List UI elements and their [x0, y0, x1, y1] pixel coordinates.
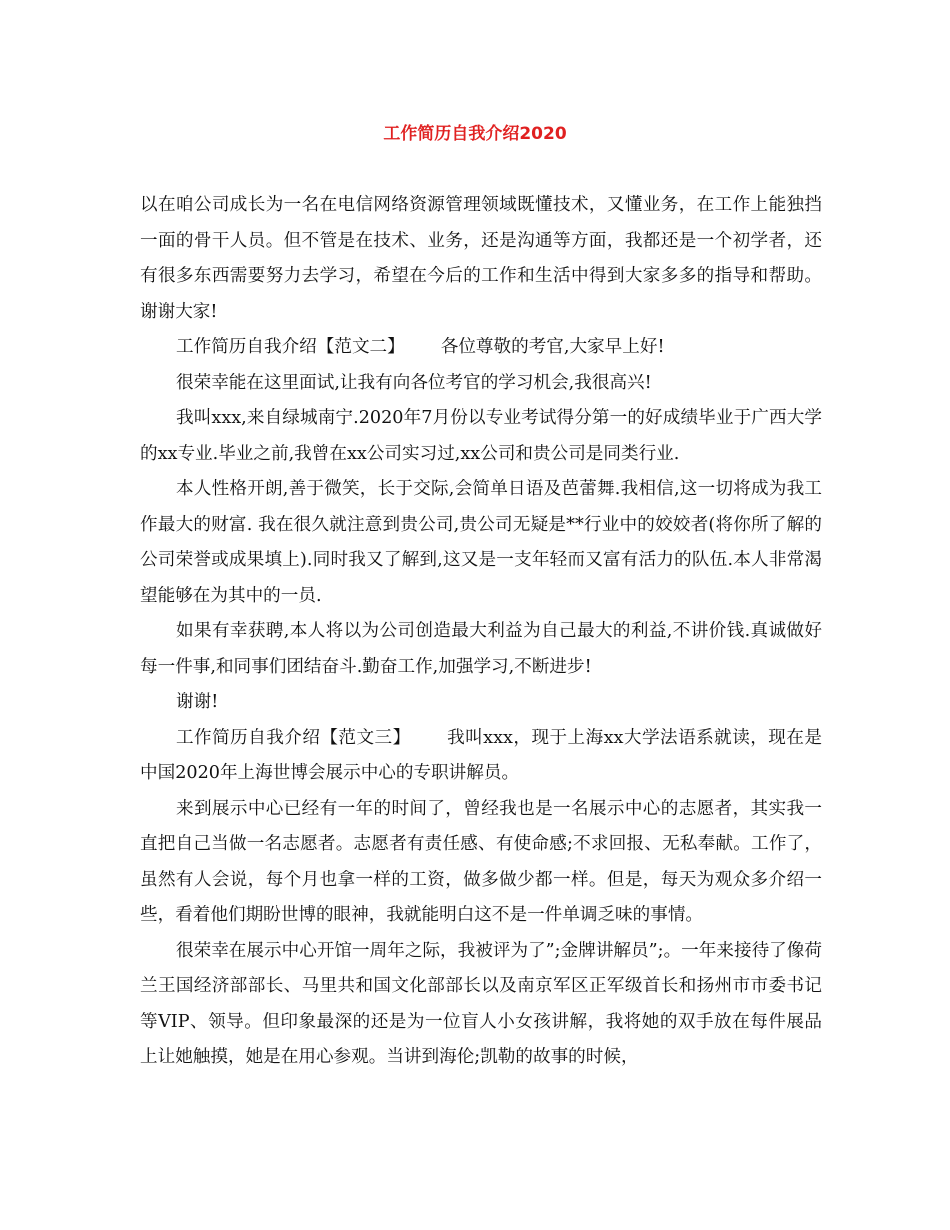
paragraph-4: 本人性格开朗,善于微笑，长于交际,会简单日语及芭蕾舞.我相信,这一切将成为我工作最大的财富. 我在很久就注意到贵公司,贵公司无疑是**行业中的姣姣者(将你所了解的公司荣誉或成果填上).同时我又了解到,这又是一支年轻而又富有活力的队伍.本人非常渴望能够在为其中的一员. — [140, 479, 822, 606]
document-body — [140, 188, 822, 1076]
section-3-intro — [140, 721, 822, 792]
section-2-text: 各位尊敬的考官,大家早上好! — [440, 337, 665, 357]
paragraph-8: 很荣幸在展示中心开馆一周年之际，我被评为了”;金牌讲解员”;。一年来接待了像荷兰王国经济部部长、马里共和国文化部部长以及南京军区正军级首长和扬州市市委书记等VIP、领导。但印象最深的还是为一位盲人小女孩讲解，我将她的双手放在每件展品上让她触摸，她是在用心参观。当讲到海伦;凯勒的故事的时候， — [140, 940, 822, 1067]
paragraph-2: 很荣幸能在这里面试,让我有向各位考官的学习机会,我很高兴! — [176, 372, 652, 393]
section-2-intro — [140, 330, 822, 366]
paragraph-3: 我叫xxx,来自绿城南宁.2020年7月份以专业考试得分第一的好成绩毕业于广西大学的xx专业.毕业之前,我曾在xx公司实习过,xx公司和贵公司是同类行业. — [140, 408, 822, 464]
section-3-heading: 工作简历自我介绍【范文三】 — [176, 727, 411, 748]
section-2-heading: 工作简历自我介绍【范文二】 — [176, 337, 405, 357]
paragraph-7: 来到展示中心已经有一年的时间了，曾经我也是一名展示中心的志愿者，其实我一直把自己当做一名志愿者。志愿者有责任感、有使命感;不求回报、无私奉献。工作了，虽然有人会说，每个月也拿一样的工资，做多做少都一样。但是，每天为观众多介绍一些，看着他们期盼世博的眼神，我就能明白这不是一件单调乏味的事情。 — [140, 798, 822, 925]
document-title: 工作简历自我介绍2020 — [383, 124, 567, 144]
section-3-text: 我叫xxx，现于上海xx大学法语系就读，现在是中国2020年上海世博会展示中心的专职讲解员。 — [140, 727, 822, 783]
paragraph-1: 以在咱公司成长为一名在电信网络资源管理领域既懂技术，又懂业务，在工作上能独挡一面的骨干人员。但不管是在技术、业务，还是沟通等方面，我都还是一个初学者，还有很多东西需要努力去学习，希望在今后的工作和生活中得到大家多多的指导和帮助。谢谢大家! — [140, 195, 822, 322]
paragraph-6: 谢谢! — [176, 692, 219, 712]
paragraph-5: 如果有幸获聘,本人将以为公司创造最大利益为自己最大的利益,不讲价钱.真诚做好每一件事,和同事们团结奋斗.勤奋工作,加强学习,不断进步! — [140, 621, 822, 677]
